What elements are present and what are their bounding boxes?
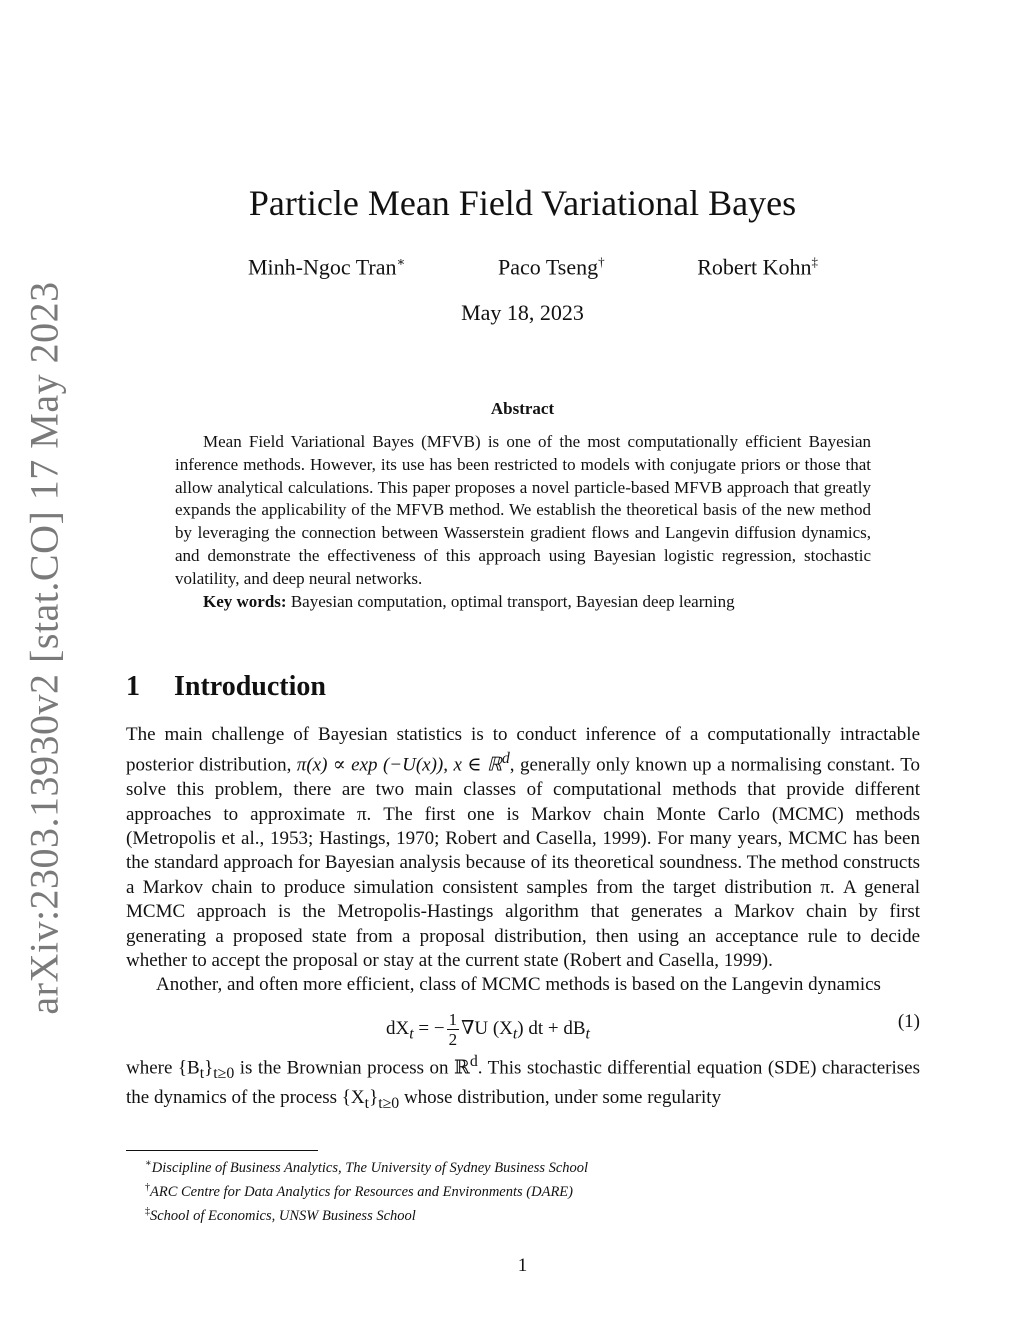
author-list (248, 254, 818, 280)
publication-date: May 18, 2023 (461, 300, 584, 325)
footnote: ∗Discipline of Business Analytics, The University of Sydney Business School (145, 1158, 589, 1176)
footnote: ‡School of Economics, UNSW Business School (145, 1205, 416, 1224)
author: Paco Tseng† (497, 254, 605, 280)
section-heading: 1 Introduction (126, 671, 326, 702)
paragraph: where $\{B_t\}_{t\ge 0}$ is the Brownian process on ℝ$^d$. This stochastic differential equation (SDE) characterises the dynamics of the process $\{X_t\}_{t\ge 0}$ whose distribution, under some regularity (126, 1052, 920, 1113)
footnote: †ARC Centre for Data Analytics for Resources and Environments (DARE) (145, 1181, 573, 1200)
footnote-rule (126, 1150, 318, 1151)
arxiv-identifier: arXiv:2303.13930v2 [stat.CO] 17 May 2023 (21, 281, 67, 1015)
author: Minh-Ngoc Tran∗ (248, 254, 406, 280)
page-number: 1 (517, 1255, 528, 1276)
keywords: Key words: Bayesian computation, optimal transport, Bayesian deep learning (203, 591, 735, 611)
equation: $dX_t$ = − $\frac{1}{2}$ ∇U $(X_t)$ dt + $dB_t$ (1) (386, 1009, 920, 1049)
footnotes (145, 1154, 588, 1225)
paragraph: Another, and often more efficient, class of MCMC methods is based on the Langevin dynamics (156, 974, 881, 996)
section-body (126, 723, 920, 1117)
paper-title: Particle Mean Field Variational Bayes (248, 183, 797, 223)
paragraph: The main challenge of Bayesian statistics is to conduct inference of a computationally intractable posterior distribution, π(x) ∝ exp (−U(x)), x ∈ ℝ$^d$, generally only known up a normalising constant. To solve this problem, there are two main classes of computational methods that provide different approaches to approximate π. The first one is Markov chain Monte Carlo (MCMC) methods (Metropolis et al., 1953; Hastings, 1970; Robert and Casella, 1999). For many years, MCMC has been the standard approach for Bayesian analysis because of its theoretical soundness. The method constructs a Markov chain to produce simulation consistent samples from the target distribution π. A general MCMC approach is the Metropolis-Hastings algorithm that generates a Markov chain by first generating a proposed state from a proposal distribution, then using an acceptance rule to decide whether to accept the proposal or stay at the current state (Robert and Casella, 1999). (126, 724, 920, 971)
equation-number: (1) (897, 1010, 920, 1032)
author: Robert Kohn‡ (697, 254, 818, 280)
abstract-heading: Abstract (490, 399, 555, 418)
abstract-text: Mean Field Variational Bayes (MFVB) is one of the most computationally efficient Bayesian inference methods. However, its use has been restricted to models with conjugate priors or those that allow analytical calculations. This paper proposes a novel particle-based MFVB approach that greatly expands the applicability of the MFVB method. We establish the theoretical basis of the new method by leveraging the connection between Wasserstein gradient flows and Langevin diffusion dynamics, and demonstrate the effectiveness of this approach using Bayesian logistic regression, stochastic volatility, and deep neural networks. (175, 432, 871, 588)
abstract-body (175, 431, 871, 613)
